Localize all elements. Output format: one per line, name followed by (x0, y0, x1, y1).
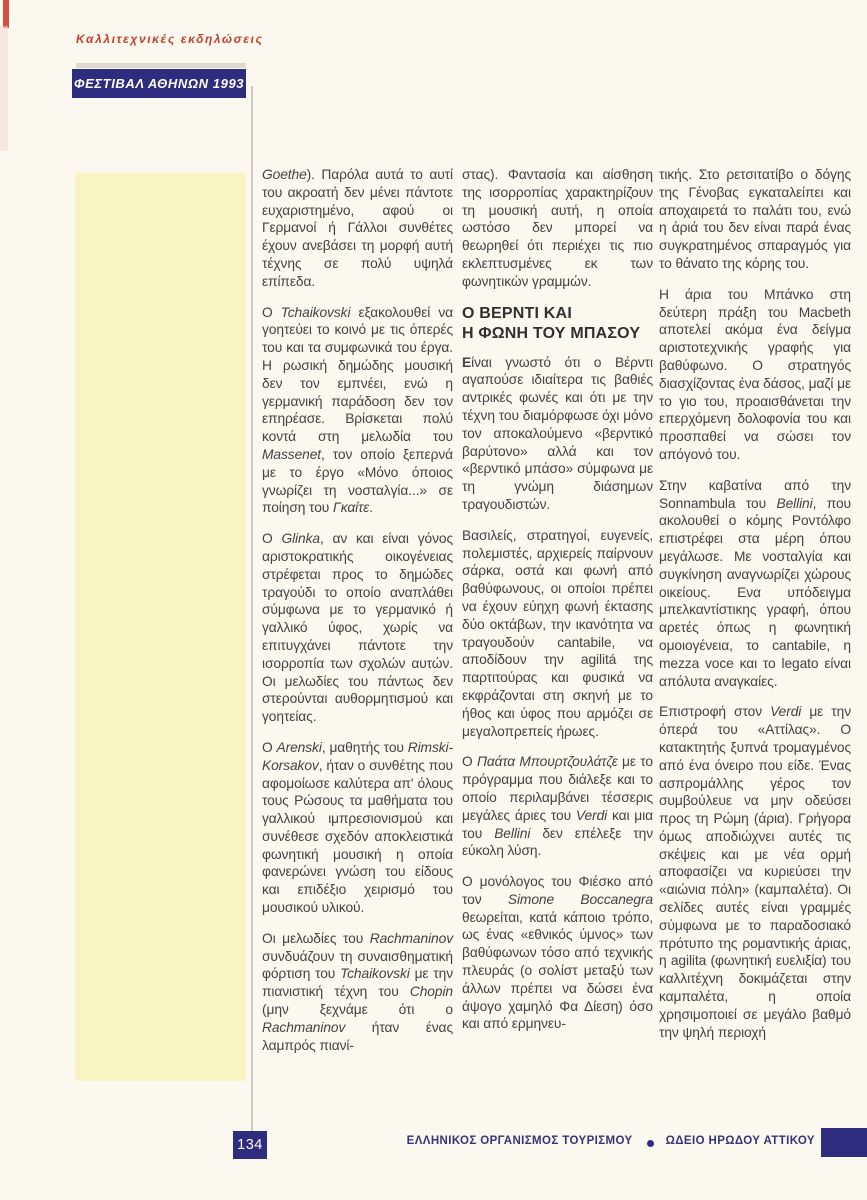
paragraph: Είναι γνωστό ότι ο Βέρντι αγαπούσε ιδιαίτερα τις βαθιές αντρικές φωνές και ότι με την τέχνη του διαμόρφωσε όχι μόνο τον αποκαλούμενο «βερντικό βαρύτονο» αλλά και τον «βερντικό μπάσο» σύμφωνα με τη γνώμη διάσημων τραγουδιστών. (462, 354, 653, 512)
paragraph: Ο μονόλογος του Φιέσκο από τον Simone Boccanegra θεωρείται, κατά κάποιο τρόπο, ως ένας «εθνικός ύμνος» των βαθύφωνων τόσο από τεχνικής πλευράς (ο σολίστ μεταξύ των άλλων πρέπει να δώσει ένα άψογο χαμηλό Φα Δίεση) όσο και από ερμηνευ- (462, 874, 653, 1032)
section-heading: Ο ΒΕΡΝΤΙ ΚΑΙ Η ΦΩΝΗ ΤΟΥ ΜΠΑΣΟΥ (462, 304, 641, 342)
paragraph: Η άρια του Μπάνκο στη δεύτερη πράξη του Macbeth αποτελεί ακόμα ένα δείγμα αριστοτεχνικής γραφής για βαθύφωνο. Ο στρατηγός διασχίζοντας ένα δάσος, μαζί με το γιο του, προαισθάνεται την επερχόμενη δολοφονία του και προσπαθεί να σώσει τον απόγονό του. (659, 286, 851, 462)
footer-credits (407, 1135, 815, 1147)
bullet-icon (647, 1140, 654, 1147)
red-registration-mark (3, 0, 9, 28)
footer-end-bar (821, 1128, 867, 1157)
footer-venue: ΩΔΕΙΟ ΗΡΩΔΟΥ ΑΤΤΙΚΟΥ (665, 1135, 815, 1147)
paragraph: Οι μελωδίες του Rachmaninov συνδυάζουν τη συναισθηματική φόρτιση του Tchaikovski με την πιανιστική τέχνη του Chopin (μην ξεχνάμε ότι ο Rachmaninov ήταν ένας λαμπρός πιανί- (262, 930, 454, 1053)
sidebar-color-panel (75, 173, 246, 1081)
festival-banner-label: ΦΕΣΤΙΒΑΛ ΑΘΗΝΩΝ 1993 (73, 76, 245, 91)
paragraph: στας). Φαντασία και αίσθηση της ισορροπίας χαρακτηρίζουν τη μουσική αυτή, η οποία ωστόσο δεν μπορεί να θεωρηθεί ότι περιέχει τις πιο εκλεπτυσμένες εκ των φωνητικών γραμμών. (462, 167, 653, 289)
page-number-badge (233, 1131, 267, 1159)
banner-scan-shadow (76, 63, 246, 68)
paragraph: Ο Glinka, αν και είναι γόνος αριστοκρατικής οικογένειας στρέφεται προς το δημώδες τραγούδι το οποίο αναπλάθει σύμφωνα με το γερμανικό ή γαλλικό ύφος, χωρίς να επιτυγχάνει πάντοτε την ισορροπία των σχολών αυτών. Οι μελωδίες του πάντως δεν στερούνται αυθορμητισμού και γοητείας. (262, 531, 453, 725)
paragraph: Ο Tchaikovski εξακολουθεί να γοητεύει το κοινό με τις όπερές του και τα συμφωνικά του έργα. Η ρωσική δημώδης μουσική δεν τον εμπνέει, ενώ η γερμανική παράδοση δεν τον επηρέασε. Βρίσκεται πολύ κοντά στη μελωδία του Massenet, τον οποίο ξεπερνά με το έργο «Μόνο όποιος γνωρίζει τη νοσταλγία...» σε ποίηση του Γκαίτε. (262, 304, 453, 516)
paragraph: Επιστροφή στον Verdi με την όπερά του «Αττίλας». Ο κατακτητής ξυπνά τρομαγμένος από ένα όνειρο που είδε. Ένας ασπρομάλλης γέρος τον συμβούλευε να μην οδεύσει προς τη Ρώμη (άρια). Γρήγορα όμως αποδιώχνει αυτές τις σκέψεις και με νέα ορμή αποφασίζει να κυριεύσει την «αιώνια πόλη» (καμπαλέτα). Οι σελίδες αυτές είναι γραμμές σύμφωνα με το παραδοσιακό πρότυπο της ρομαντικής άριας, η agilita (φωνητική ευελιξία) του καλλιτέχνη δοκιμάζεται στην καμπαλέτα, η οποία χρησιμοποιεί σε μεγάλο βαθμό την ψηλή περιοχή (659, 704, 852, 1040)
paragraph: Βασιλείς, στρατηγοί, ευγενείς, πολεμιστές, αρχιερείς παίρνουν σάρκα, οστά και φωνή από βαθύφωνους, οι οποίοι πρέπει να έχουν εύηχη φωνή έκτασης δύο οκτάβων, την ικανότητα να τραγουδούν cantabile, να αποδίδουν την agilitá της παρτιτούρας και φυσικά να εκφράζονται στη σκηνή με το ήθος και ύφος που αρμόζει σε μεγαλοπρεπείς ήρωες. (462, 527, 653, 739)
section-kicker: Καλλιτεχνικές εκδηλώσεις (76, 32, 264, 46)
paragraph: τικής. Στο ρετσιτατίβο ο δόγης της Γένοβας εγκαταλείπει και αποχαιρετά το παλάτι του, ενώ η άριά του δεν είναι παρά ένας συγκρατημένος σπαραγμός για το θάνατο της κόρης του. (659, 167, 851, 271)
paragraph: Ο Arenski, μαθητής του Rimski-Korsakov, ήταν ο συνθέτης που αφομοίωσε καλύτερα απ' όλους τους Ρώσους τα μαθήματα του γαλλικού ιμπρεσιονισμού και συνέθεσε σχεδόν αποκλειστικά φωνητική μουσική η οποία φανερώνει γνώση του είδους και επιδέξιο χειρισμό του μουσικού υλικού. (262, 739, 453, 916)
festival-banner (72, 69, 246, 98)
text-column (462, 166, 653, 1046)
paragraph: Ο Παάτα Μπουρτζουλάτζε με το πρόγραμμα που διάλεξε και το οποίο περιλαμβάνει τέσσερις μεγάλες άριες του Verdi και μια του Bellini δεν επέλεξε την εύκολη λύση. (462, 754, 653, 859)
paragraph: Στην καβατίνα από την Sonnambula του Bellini, που ακολουθεί ο κόμης Ροντόλφο επιστρέφει στα μέρη όπου μεγάλωσε. Με νοσταλγία και συγκίνηση αναγνωρίζει χώρους οικείους. Ενα υπόδειγμα μπελκαντίστικης γραφή, όπου αρετές όπως η φωνητική ομοιογένεια, το cantabile, η mezza voce και το legato είναι απόλυτα αναγκαίες. (659, 477, 851, 689)
paragraph: Goethe). Παρόλα αυτά το αυτί του ακροατή δεν μένει πάντοτε ευχαριστημένο, αφού οι Γερμανοί ή Γάλλοι συνθέτες έχουν ανεβάσει τη μορφή αυτή τέχνης σε πολύ υψηλά επίπεδα. (262, 167, 453, 289)
page-number: 134 (237, 1137, 263, 1153)
text-column (659, 166, 851, 1054)
vertical-divider (251, 86, 253, 1144)
footer-organization: ΕΛΛΗΝΙΚΟΣ ΟΡΓΑΝΙΣΜΟΣ ΤΟΥΡΙΣΜΟΥ (406, 1135, 633, 1147)
scan-edge-artifact (0, 26, 8, 151)
text-column (262, 166, 453, 1067)
